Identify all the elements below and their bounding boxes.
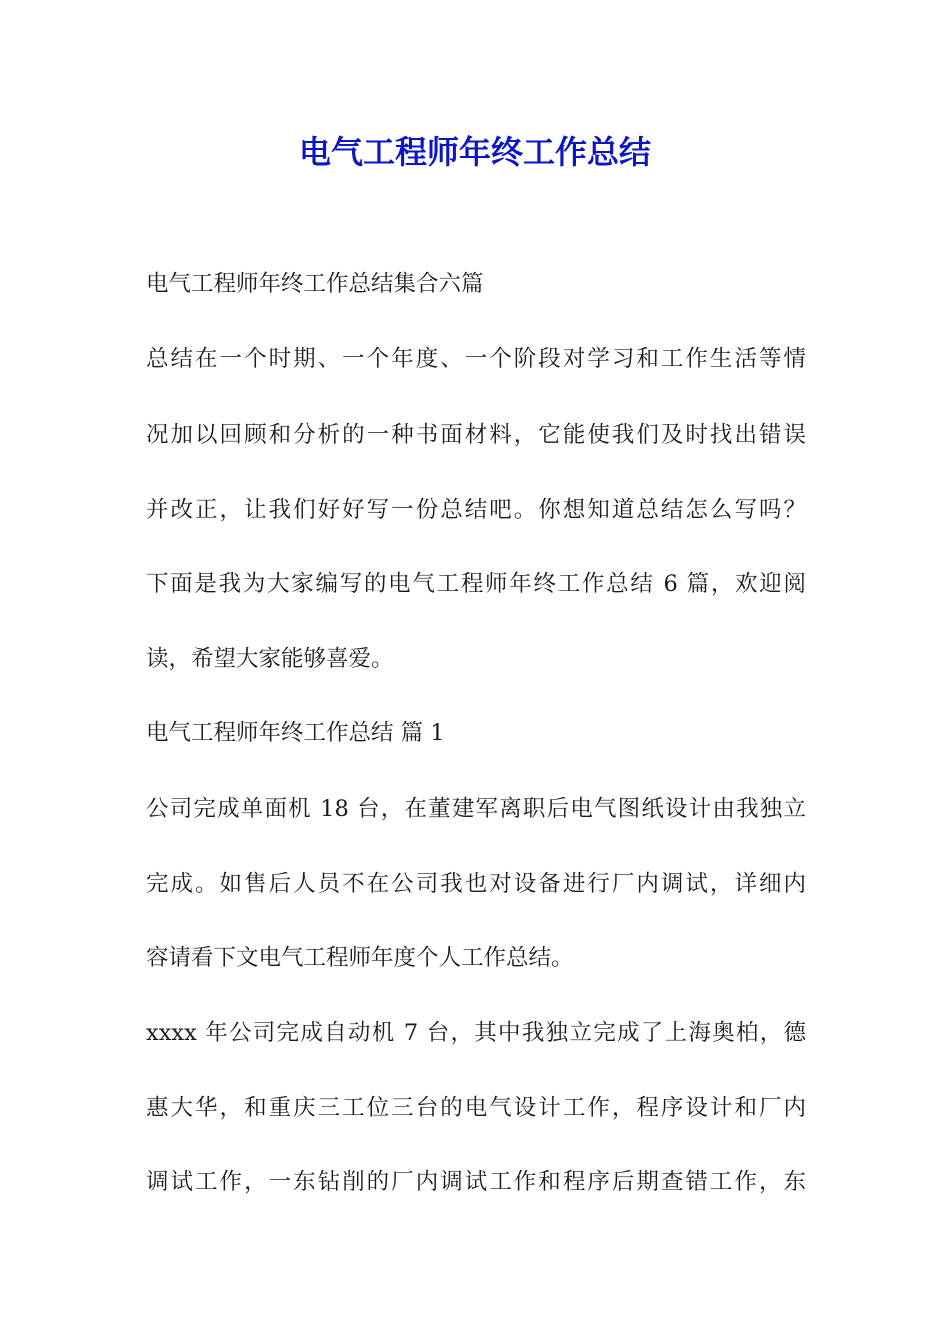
paragraph-line: 调试工作，一东钻削的厂内调试工作和程序后期查错工作，东 — [146, 1169, 806, 1195]
paragraph-line: 况加以回顾和分析的一种书面材料，它能使我们及时找出错误 — [146, 422, 806, 448]
paragraph-line: xxxx 年公司完成自动机 7 台，其中我独立完成了上海奥柏，德 — [146, 1020, 806, 1046]
paragraph-line: 公司完成单面机 18 台，在董建军离职后电气图纸设计由我独立 — [146, 796, 806, 822]
section-heading: 电气工程师年终工作总结 篇 1 — [146, 720, 445, 746]
paragraph-line: 总结在一个时期、一个年度、一个阶段对学习和工作生活等情 — [146, 346, 806, 372]
paragraph-line: 并改正，让我们好好写一份总结吧。你想知道总结怎么写吗？ — [146, 497, 806, 523]
subtitle-line: 电气工程师年终工作总结集合六篇 — [146, 271, 484, 297]
paragraph-line: 容请看下文电气工程师年度个人工作总结。 — [146, 945, 574, 971]
paragraph-line: 惠大华，和重庆三工位三台的电气设计工作，程序设计和厂内 — [146, 1095, 806, 1121]
paragraph-line: 完成。如售后人员不在公司我也对设备进行厂内调试，详细内 — [146, 871, 806, 897]
document-title: 电气工程师年终工作总结 — [298, 133, 651, 171]
paragraph-line: 下面是我为大家编写的电气工程师年终工作总结 6 篇，欢迎阅 — [146, 571, 806, 597]
paragraph-line: 读，希望大家能够喜爱。 — [146, 646, 394, 672]
